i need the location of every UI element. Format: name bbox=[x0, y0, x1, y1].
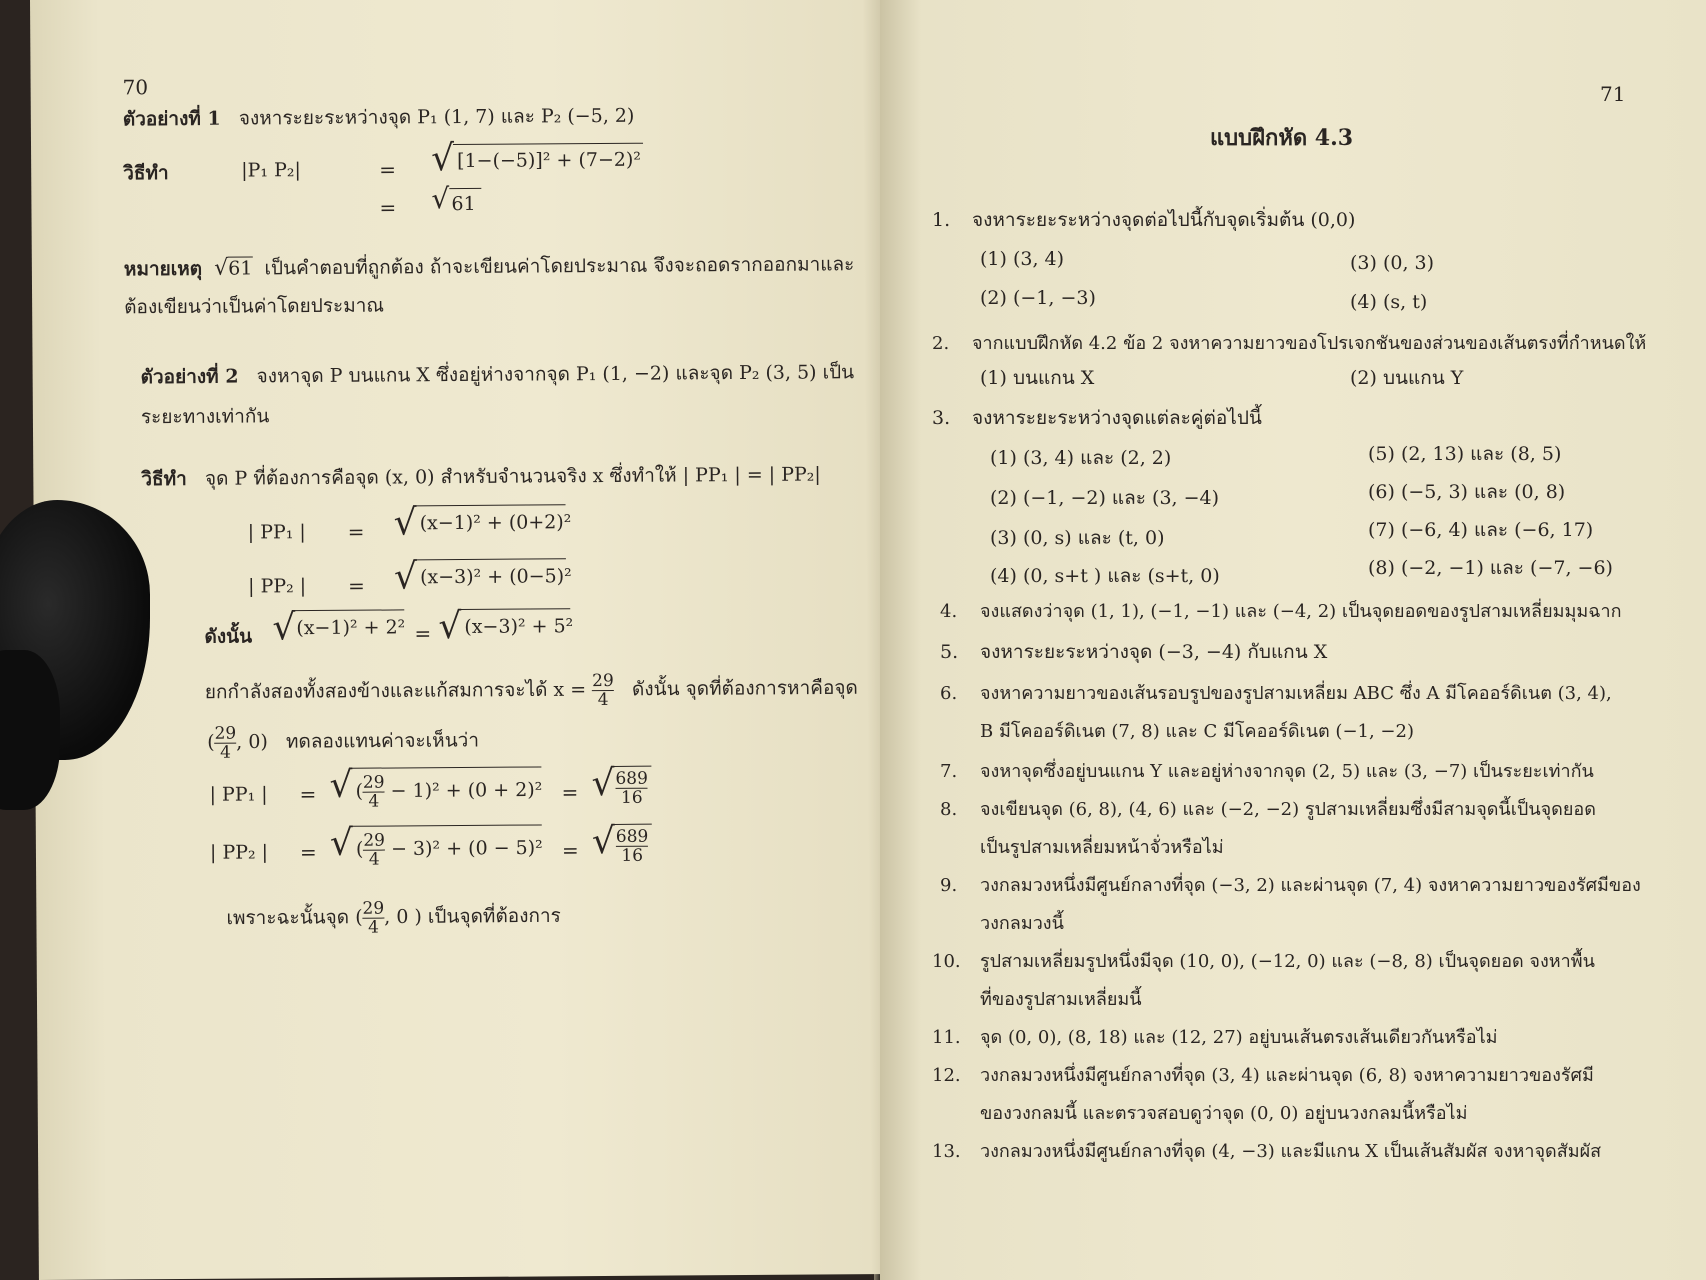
square-text: ยกกำลังสองทั้งสองข้างและแก้สมการจะได้ x = bbox=[204, 678, 587, 704]
sqrt-icon: √ bbox=[438, 606, 462, 648]
square-line bbox=[205, 670, 858, 712]
q10-text-2: ที่ของรูปสามเหลี่ยมนี้ bbox=[980, 989, 1142, 1010]
q7-number: 7. bbox=[940, 761, 958, 782]
check-1-expression: ( $\frac{29}{4}$ − 1)² + (0 + 2)² bbox=[355, 772, 543, 812]
example-2-text-2: ระยะทางเท่ากัน bbox=[140, 405, 270, 429]
radical-bar bbox=[449, 188, 481, 189]
sqrt-icon: √ bbox=[393, 556, 418, 598]
q3-item-4: (4) (0, s+t ) และ (s+t, 0) bbox=[990, 565, 1220, 587]
question-11 bbox=[932, 1026, 1497, 1050]
q12-text-2: ของวงกลมนี้ และตรวจสอบดูว่าจุด (0, 0) อยู่บนวงกลมนี้หรือไม่ bbox=[980, 1103, 1468, 1124]
radical-bar bbox=[352, 824, 542, 826]
q12-text: วงกลมวงหนึ่งมีศูนย์กลางที่จุด (3, 4) และผ่านจุด (6, 8) จงหาความยาวของรัศมี bbox=[980, 1065, 1594, 1086]
check1-fraction bbox=[363, 774, 385, 811]
check2-fraction bbox=[363, 832, 385, 869]
conclusion-denominator: 4 bbox=[367, 917, 379, 938]
page-number-right: 71 bbox=[1600, 82, 1626, 106]
q4-text: จงแสดงว่าจุด (1, 1), (−1, −1) และ (−4, 2) เป็นจุดยอดของรูปสามเหลี่ยมมุมฉาก bbox=[980, 601, 1622, 622]
example-2-label: ตัวอย่างที่ 2 bbox=[140, 365, 239, 389]
conclusion-pre: เพราะฉะนั้นจุด bbox=[226, 906, 350, 930]
radical-bar bbox=[460, 608, 570, 610]
note-line-1 bbox=[124, 252, 855, 281]
q2-text: จากแบบฝึกหัด 4.2 ข้อ 2 จงหาความยาวของโปรเจกชันของส่วนของเส้นตรงที่กำหนดให้ bbox=[972, 333, 1647, 354]
q7-text: จงหาจุดซึ่งอยู่บนแกน Y และอยู่ห่างจากจุด (2, 5) และ (3, −7) เป็นระยะเท่ากัน bbox=[980, 761, 1594, 782]
x-fraction bbox=[592, 672, 614, 709]
thumb-shadow-lower bbox=[0, 650, 60, 810]
radical-bar bbox=[294, 609, 404, 611]
q2-option-2: (2) บนแกน Y bbox=[1350, 367, 1464, 389]
q3-item-3: (3) (0, s) และ (t, 0) bbox=[990, 527, 1165, 549]
question-12 bbox=[932, 1064, 1594, 1088]
q11-number: 11. bbox=[932, 1027, 961, 1048]
ex1-lhs: |P₁ P₂| bbox=[241, 159, 301, 182]
q13-number: 13. bbox=[932, 1141, 961, 1162]
therefore-label: ดังนั้น bbox=[204, 625, 253, 648]
q5-number: 5. bbox=[940, 641, 959, 663]
q8-text-2: เป็นรูปสามเหลี่ยมหน้าจั่วหรือไม่ bbox=[980, 837, 1224, 858]
point-line: ( $\frac{29}{4}$ , 0) ทดลองแทนค่าจะเห็นว่า bbox=[207, 723, 480, 763]
sqrt-icon: √ bbox=[329, 822, 353, 864]
q1-option-3: (3) (0, 3) bbox=[1350, 252, 1435, 274]
equals-sign: = bbox=[379, 195, 397, 220]
q3-item-8: (8) (−2, −1) และ (−7, −6) bbox=[1368, 557, 1613, 579]
right-page bbox=[880, 0, 1706, 1280]
question-10 bbox=[932, 950, 1595, 974]
q3-item-5: (5) (2, 13) และ (8, 5) bbox=[1368, 443, 1562, 465]
q11-text: จุด (0, 0), (8, 18) และ (12, 27) อยู่บนเส้นตรงเส้นเดียวกันหรือไม่ bbox=[980, 1027, 1498, 1048]
conclusion-line: เพราะฉะนั้นจุด ( $\frac{29}{4}$ , 0 ) เป็นจุดที่ต้องการ bbox=[226, 898, 561, 938]
q8-number: 8. bbox=[940, 799, 958, 820]
point-fraction bbox=[214, 725, 236, 762]
check1-denominator: 4 bbox=[368, 791, 380, 812]
q8-text: จงเขียนจุด (6, 8), (4, 6) และ (−2, −2) รูปสามเหลี่ยมซึ่งมีสามจุดนี้เป็นจุดยอด bbox=[980, 799, 1596, 820]
check1-tail: − 1)² + (0 + 2)² bbox=[390, 778, 543, 803]
q2-number: 2. bbox=[932, 333, 950, 354]
q3-item-2: (2) (−1, −2) และ (3, −4) bbox=[990, 487, 1220, 509]
sqrt-icon: √ bbox=[272, 607, 296, 649]
point-close: , 0) bbox=[236, 730, 268, 754]
point-numerator: 29 bbox=[214, 723, 237, 744]
check-pp2-label: | PP₂ | bbox=[209, 841, 269, 864]
solution-2-line bbox=[141, 462, 821, 491]
radical-bar bbox=[614, 824, 652, 825]
question-8 bbox=[940, 798, 1596, 822]
square-tail: ดังนั้น จุดที่ต้องการหาคือจุด bbox=[631, 676, 858, 701]
equals-sign: = bbox=[347, 519, 365, 544]
question-1 bbox=[932, 208, 1355, 232]
equals-sign: = bbox=[414, 621, 432, 646]
point-denominator: 4 bbox=[220, 742, 231, 763]
q9-text-2: วงกลมวงนี้ bbox=[980, 913, 1064, 934]
therefore-rhs: (x−3)² + 5² bbox=[464, 615, 574, 638]
q3-item-7: (7) (−6, 4) และ (−6, 17) bbox=[1368, 519, 1594, 541]
check2-denominator: 4 bbox=[368, 849, 380, 870]
q1-number: 1. bbox=[932, 209, 951, 231]
therefore-lhs: (x−1)² + 2² bbox=[296, 616, 406, 640]
example-1-heading bbox=[123, 104, 635, 132]
equals-sign: = bbox=[561, 780, 579, 805]
solution-label-2: วิธีทำ bbox=[141, 467, 187, 491]
q9-number: 9. bbox=[940, 875, 958, 896]
conclusion-fraction bbox=[362, 900, 384, 937]
question-5 bbox=[940, 640, 1327, 664]
q3-text: จงหาระยะระหว่างจุดแต่ละคู่ต่อไปนี้ bbox=[972, 407, 1262, 429]
check2-tail: − 3)² + (0 − 5)² bbox=[390, 836, 543, 860]
equals-sign: = bbox=[379, 157, 397, 182]
q3-item-1: (1) (3, 4) และ (2, 2) bbox=[990, 447, 1172, 469]
conclusion-numerator: 29 bbox=[362, 898, 385, 919]
q3-number: 3. bbox=[932, 407, 951, 429]
q4-number: 4. bbox=[940, 601, 958, 622]
ex1-rhs-expression: [1−(−5)]² + (7−2)² bbox=[457, 148, 642, 173]
check1-result-fraction bbox=[615, 770, 648, 807]
check2-result-numerator: 689 bbox=[615, 826, 649, 847]
example-2-heading bbox=[141, 360, 855, 389]
check-1-value bbox=[615, 770, 648, 807]
check2-result-denominator: 16 bbox=[621, 845, 644, 866]
example-1-label: ตัวอย่างที่ 1 bbox=[122, 107, 221, 131]
radical-bar bbox=[453, 143, 643, 145]
check2-numerator: 29 bbox=[363, 830, 386, 851]
question-4 bbox=[940, 600, 1622, 624]
page-number-left: 70 bbox=[122, 75, 149, 100]
q13-text: วงกลมวงหนึ่งมีศูนย์กลางที่จุด (4, −3) และมีแกน X เป็นเส้นสัมผัส จงหาจุดสัมผัส bbox=[980, 1141, 1602, 1162]
radical-bar bbox=[613, 766, 651, 767]
example-2-text: จงหาจุด P บนแกน X ซึ่งอยู่ห่างจากจุด P₁ (1, −2) และจุด P₂ (3, 5) เป็น bbox=[256, 361, 855, 388]
radical-bar bbox=[416, 558, 566, 560]
pp2-label: | PP₂ | bbox=[248, 575, 307, 598]
q12-number: 12. bbox=[932, 1065, 961, 1086]
check1-numerator: 29 bbox=[362, 772, 385, 793]
q10-text: รูปสามเหลี่ยมรูปหนึ่งมีจุด (10, 0), (−12, 0) และ (−8, 8) เป็นจุดยอด จงหาพื้น bbox=[980, 951, 1595, 972]
check-2-expression: ( $\frac{29}{4}$ − 3)² + (0 − 5)² bbox=[355, 830, 543, 870]
substitute-text: ทดลองแทนค่าจะเห็นว่า bbox=[285, 729, 480, 753]
left-page bbox=[30, 0, 897, 1280]
question-3 bbox=[932, 406, 1262, 430]
pp2-expression: (x−3)² + (0−5)² bbox=[419, 565, 572, 589]
sqrt-icon: √ bbox=[214, 255, 229, 281]
question-6 bbox=[940, 682, 1612, 706]
equals-sign: = bbox=[299, 840, 317, 865]
sqrt-icon: √ bbox=[591, 762, 615, 805]
q1-text: จงหาระยะระหว่างจุดต่อไปนี้กับจุดเริ่มต้น (0,0) bbox=[972, 209, 1356, 231]
check2-result-fraction bbox=[616, 828, 649, 865]
note-line-2: ต้องเขียนว่าเป็นค่าโดยประมาณ bbox=[124, 294, 385, 319]
q3-item-6: (6) (−5, 3) และ (0, 8) bbox=[1368, 481, 1566, 503]
sqrt-icon: √ bbox=[591, 820, 615, 863]
question-2 bbox=[932, 332, 1646, 356]
sqrt-icon: √ bbox=[430, 138, 455, 180]
check-2-value bbox=[616, 828, 649, 865]
solution-label-1: วิธีทำ bbox=[123, 162, 169, 185]
q6-text: จงหาความยาวของเส้นรอบรูปของรูปสามเหลี่ยม ABC ซึ่ง A มีโคออร์ดิเนต (3, 4), bbox=[980, 683, 1612, 704]
conclusion-post: , 0 ) เป็นจุดที่ต้องการ bbox=[384, 904, 561, 929]
example-1-text: จงหาระยะระหว่างจุด P₁ (1, 7) และ P₂ (−5, 2) bbox=[238, 104, 635, 130]
q1-option-2: (2) (−1, −3) bbox=[980, 287, 1096, 309]
x-numerator: 29 bbox=[592, 670, 614, 692]
exercise-heading: แบบฝึกหัด 4.3 bbox=[1210, 125, 1354, 151]
q5-text: จงหาระยะระหว่างจุด (−3, −4) กับแกน X bbox=[980, 641, 1328, 663]
q6-text-2: B มีโคออร์ดิเนต (7, 8) และ C มีโคออร์ดิเนต (−1, −2) bbox=[980, 721, 1414, 742]
check1-result-numerator: 689 bbox=[615, 768, 648, 789]
radical-bar bbox=[351, 766, 541, 768]
radical-bar bbox=[416, 504, 566, 506]
equals-sign: = bbox=[348, 573, 365, 598]
sqrt-icon: √ bbox=[431, 182, 450, 216]
q9-text: วงกลมวงหนึ่งมีศูนย์กลางที่จุด (−3, 2) และผ่านจุด (7, 4) จงหาความยาวของรัศมีของ bbox=[980, 875, 1641, 896]
q1-option-4: (4) (s, t) bbox=[1350, 291, 1428, 313]
question-9 bbox=[940, 874, 1641, 898]
note-root: 61 bbox=[228, 257, 253, 280]
q10-number: 10. bbox=[932, 951, 961, 972]
check1-result-denominator: 16 bbox=[620, 787, 643, 808]
sqrt-icon: √ bbox=[393, 502, 417, 544]
q6-number: 6. bbox=[940, 683, 958, 704]
check-pp1-label: | PP₁ | bbox=[209, 783, 268, 806]
sqrt-icon: √ bbox=[329, 764, 353, 806]
question-13 bbox=[932, 1140, 1601, 1164]
q1-option-1: (1) (3, 4) bbox=[980, 248, 1065, 270]
note-text-1: เป็นคำตอบที่ถูกต้อง ถ้าจะเขียนค่าโดยประมาณ จึงจะถอดรากออกมาและ bbox=[264, 253, 855, 280]
equals-sign: = bbox=[561, 838, 579, 863]
solution-2-text: จุด P ที่ต้องการคือจุด (x, 0) สำหรับจำนวนจริง x ซึ่งทำให้ | PP₁ | = | PP₂| bbox=[204, 463, 821, 490]
q2-option-1: (1) บนแกน X bbox=[980, 367, 1095, 389]
x-denominator: 4 bbox=[597, 689, 609, 711]
note-label: หมายเหตุ bbox=[123, 257, 203, 281]
pp1-label: | PP₁ | bbox=[247, 521, 306, 544]
pp1-expression: (x−1)² + (0+2)² bbox=[419, 511, 572, 535]
ex1-result: 61 bbox=[451, 192, 476, 216]
equals-sign: = bbox=[299, 782, 317, 807]
question-7 bbox=[940, 760, 1594, 784]
